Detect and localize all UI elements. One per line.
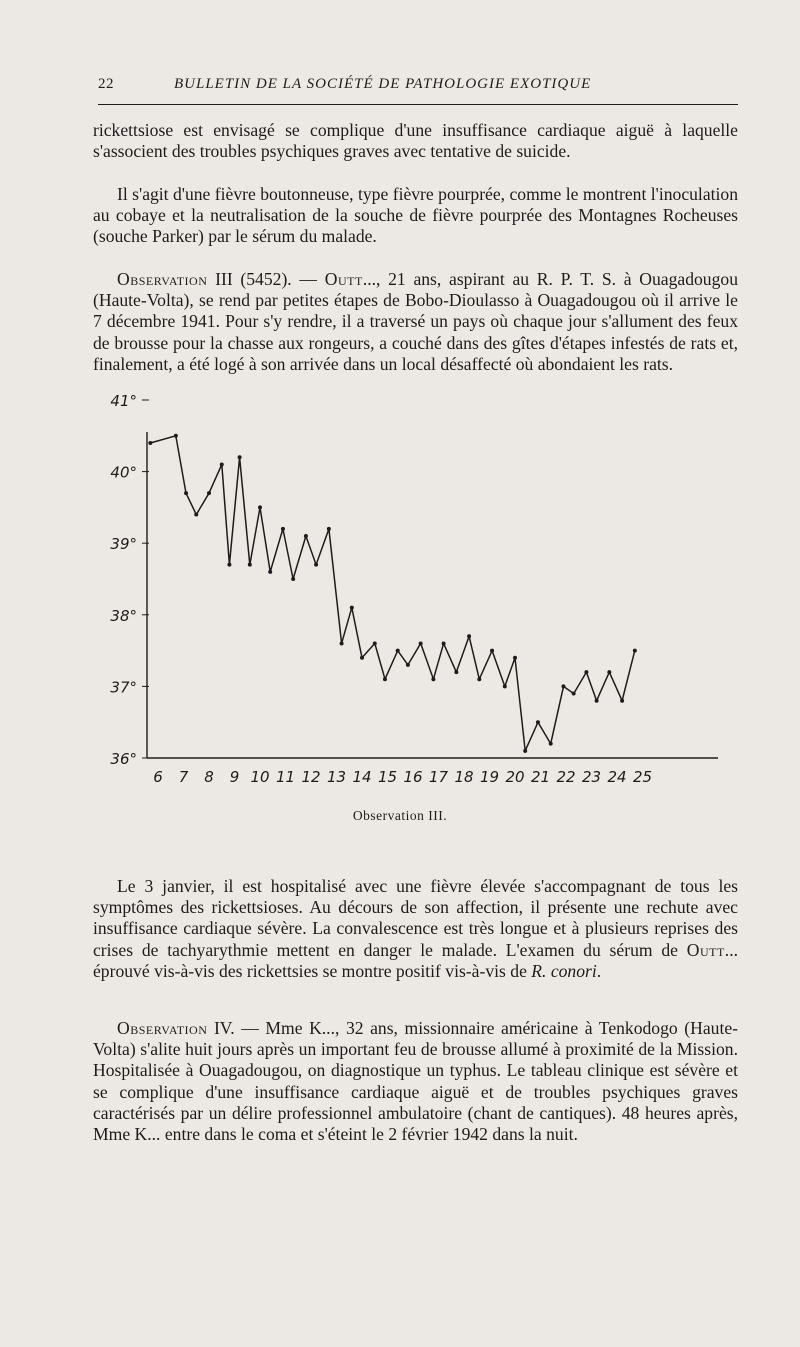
y-tick-label: 41°	[110, 392, 137, 410]
observation-label: Observation	[117, 269, 208, 289]
data-point	[360, 656, 364, 660]
temperature-series	[148, 434, 636, 753]
data-point	[238, 455, 242, 459]
data-point	[513, 656, 517, 660]
data-point	[207, 491, 211, 495]
x-tick-label: 9	[229, 768, 240, 786]
x-tick-label: 6	[153, 768, 163, 786]
data-point	[572, 692, 576, 696]
data-point	[148, 441, 152, 445]
paragraph-text: Il s'agit d'une fièvre boutonneuse, type fièvre pourprée, comme le montrent l'inoculation au cobaye et la neutralisation de la souche de fièvre pourprée des Montagnes Rocheuses (souche Parker) par le sérum du malade.	[93, 184, 738, 247]
journal-title: BULLETIN DE LA SOCIÉTÉ DE PATHOLOGIE EXOTIQUE	[174, 76, 592, 92]
y-tick-label: 39°	[110, 535, 137, 554]
data-point	[523, 749, 527, 753]
x-axis	[147, 758, 718, 786]
data-point	[194, 513, 198, 517]
data-point	[291, 577, 295, 581]
x-tick-label: 17	[428, 768, 449, 786]
data-point	[620, 699, 624, 703]
data-point	[304, 534, 308, 538]
x-tick-label: 23	[581, 768, 602, 786]
data-point	[442, 641, 446, 645]
y-axis	[110, 392, 149, 768]
x-tick-label: 8	[204, 768, 214, 786]
data-point	[227, 563, 231, 567]
x-tick-label: 21	[530, 768, 551, 786]
data-point	[248, 563, 252, 567]
y-tick-label: 40°	[110, 463, 137, 482]
data-point	[314, 563, 318, 567]
data-point	[419, 641, 423, 645]
x-tick-label: 13	[326, 768, 347, 786]
data-point	[633, 649, 637, 653]
observation-body: IV. — Mme K..., 32 ans, missionnaire américaine à Tenkodogo (Haute-Volta) s'alite huit jours après un important feu de brousse allumé à proximité de la Mission. Hospitalisée à Ouagadougou, on diagnostique un typhus. Le tableau clinique est sévère et se complique d'une insuffisance cardiaque aiguë et de troubles psychiques graves caractérisés par un délire professionnel ambulatoire (chant de cantiques). 48 heures après, Mme K... entre dans le coma et s'éteint le 2 février 1942 dans la nuit.	[93, 1018, 738, 1145]
paragraph-text: ... éprouvé vis-à-vis des rickettsies se montre positif vis-à-vis de	[93, 939, 738, 981]
observation-heading: III (5452). —	[207, 269, 325, 289]
species-name: R. conori	[531, 960, 597, 981]
paragraph-text: .	[596, 960, 602, 981]
x-tick-label: 10	[250, 768, 270, 786]
data-point	[454, 670, 458, 674]
x-tick-label: 25	[632, 768, 653, 786]
figure-caption: Observation III.	[352, 808, 448, 823]
x-tick-label: 16	[403, 768, 423, 786]
x-tick-label: 18	[454, 768, 474, 786]
x-tick-label: 14	[352, 768, 372, 786]
data-point	[258, 505, 262, 509]
x-tick-label: 7	[178, 768, 189, 786]
observation-label: Observation	[117, 1018, 208, 1038]
paragraph-text: Le 3 janvier, il est hospitalisé avec une fièvre élevée s'accompagnant de tous les symptômes des rickettsioses. Au décours de son affection, il présente une rechute avec insuffisance cardiaque sévère. La convalescence est très longue et à plusieurs reprises des crises de tachyarythmie mettent en danger le malade. L'examen du sérum de	[93, 876, 738, 960]
data-point	[383, 677, 387, 681]
data-point	[595, 699, 599, 703]
data-point	[220, 462, 224, 466]
data-point	[184, 491, 188, 495]
data-point	[281, 527, 285, 531]
data-point	[561, 684, 565, 688]
y-tick-label: 37°	[110, 678, 137, 697]
patient-name: Outt	[686, 939, 725, 960]
data-point	[607, 670, 611, 674]
paragraph-text: rickettsiose est envisagé se complique d'une insuffisance cardiaque aiguë à laquelle s'associent des troubles psychiques graves avec tentative de suicide.	[93, 120, 738, 162]
x-tick-label: 15	[377, 768, 398, 786]
paragraph-observation-4	[93, 1018, 738, 1145]
data-point	[340, 641, 344, 645]
patient-name: Outt	[324, 269, 363, 289]
data-point	[549, 742, 553, 746]
paragraph-hospitalisation	[93, 876, 738, 982]
data-point	[431, 677, 435, 681]
data-point	[174, 434, 178, 438]
x-tick-label: 11	[275, 768, 296, 786]
x-tick-label: 19	[479, 768, 500, 786]
observation-body: ..., 21 ans, aspirant au R. P. T. S. à Ouagadougou (Haute-Volta), se rend par petites étapes de Bobo-Dioulasso à Ouagadougou où il arrive le 7 décembre 1941. Pour s'y rendre, il a traversé un pays où chaque jour s'allument des feux de brousse pour la chasse aux rongeurs, a couché dans des gîtes d'étapes infestés de rats et, finalement, a été logé à son arrivée dans un local désaffecté où abondaient les rats.	[93, 269, 738, 374]
temperature-line	[150, 436, 635, 751]
y-tick-label: 36°	[110, 750, 137, 768]
data-point	[490, 649, 494, 653]
page-number: 22	[98, 76, 114, 92]
data-point	[467, 634, 471, 638]
data-point	[477, 677, 481, 681]
x-tick-label: 20	[505, 768, 525, 786]
data-point	[396, 649, 400, 653]
data-point	[373, 641, 377, 645]
data-point	[268, 570, 272, 574]
data-point	[350, 606, 354, 610]
x-tick-label: 12	[301, 768, 321, 786]
y-tick-label: 38°	[110, 606, 137, 625]
data-point	[584, 670, 588, 674]
x-tick-label: 24	[607, 768, 627, 786]
data-point	[406, 663, 410, 667]
data-point	[327, 527, 331, 531]
x-tick-label: 22	[556, 768, 576, 786]
data-point	[536, 720, 540, 724]
data-point	[503, 684, 507, 688]
